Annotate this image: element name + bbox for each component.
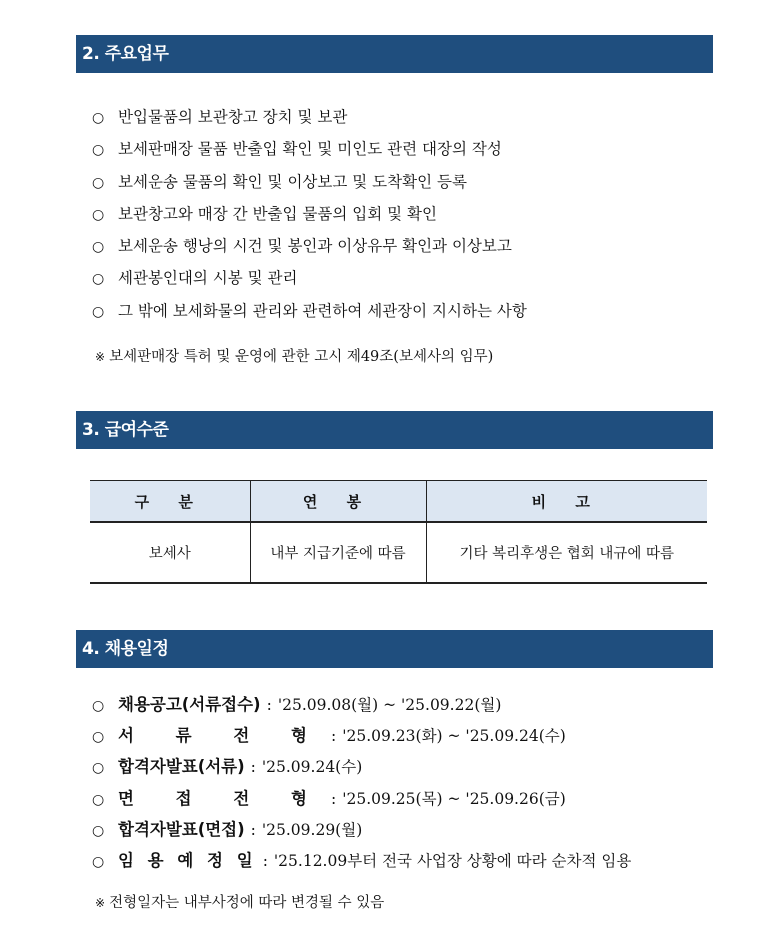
table-row (90, 522, 707, 583)
schedule-label: 서 류 전 형 (118, 726, 325, 746)
schedule-item: ○ 임 용 예 정 일 : '25.12.09부터 전국 사업장 상황에 따라 순차적 임용 (92, 845, 631, 876)
schedule-label: 채용공고(서류접수) (118, 695, 261, 714)
bullet-icon: ○ (92, 271, 105, 288)
list-item: ○ 세관봉인대의 시봉 및 관리 (92, 262, 527, 294)
schedule-label: 합격자발표(면접) (118, 819, 245, 839)
table-header-row (90, 481, 707, 523)
list-item: ○ 그 밖에 보세화물의 관리와 관련하여 세관장이 지시하는 사항 (92, 295, 527, 327)
duties-note: ※ 보세판매장 특허 및 운영에 관한 고시 제49조(보세사의 임무) (95, 349, 494, 365)
schedule-item: ○ 합격자발표(서류) : '25.09.24(수) (92, 751, 631, 782)
section-3-header: 3. 급여수준 (76, 411, 713, 449)
section-4-header: 4. 채용일정 (76, 630, 713, 668)
bullet-icon: ○ (92, 206, 105, 223)
cell-remarks: 기타 복리후생은 협회 내규에 따름 (426, 522, 707, 583)
column-header-category: 구 분 (90, 481, 250, 523)
schedule-label: 합격자발표(서류) (118, 757, 245, 777)
bullet-icon: ○ (92, 791, 105, 808)
schedule-item: ○ 서 류 전 형 : '25.09.23(화) ~ '25.09.24(수) (92, 720, 631, 751)
schedule-value: '25.09.23(화) ~ '25.09.24(수) (342, 727, 566, 746)
bullet-icon: ○ (92, 853, 105, 870)
schedule-value: '25.09.08(월) ~ '25.09.22(월) (277, 696, 502, 714)
list-item: ○ 반입물품의 보관창고 장치 및 보관 (92, 101, 527, 133)
section-2-header: 2. 주요업무 (76, 35, 713, 73)
column-header-remarks: 비 고 (426, 481, 707, 523)
reference-mark-icon: ※ (95, 896, 106, 910)
bullet-icon: ○ (92, 760, 105, 777)
bullet-icon: ○ (92, 729, 105, 746)
cell-category: 보세사 (90, 522, 250, 583)
list-item: ○ 보세판매장 물품 반출입 확인 및 미인도 관련 대장의 작성 (92, 133, 527, 165)
schedule-value: '25.09.24(수) (261, 758, 363, 777)
bullet-icon: ○ (92, 698, 105, 714)
bullet-icon: ○ (92, 174, 105, 191)
bullet-icon: ○ (92, 110, 105, 126)
schedule-item: ○ 면 접 전 형 : '25.09.25(목) ~ '25.09.26(금) (92, 783, 631, 814)
salary-table (90, 480, 707, 584)
list-item: ○ 보세운송 행낭의 시건 및 봉인과 이상유무 확인과 이상보고 (92, 230, 527, 262)
bullet-icon: ○ (92, 822, 105, 839)
list-item: ○ 보관창고와 매장 간 반출입 물품의 입회 및 확인 (92, 198, 527, 230)
schedule-item: ○ 합격자발표(면접) : '25.09.29(월) (92, 814, 631, 845)
schedule-list (92, 689, 631, 876)
reference-mark-icon: ※ (95, 350, 106, 364)
bullet-icon: ○ (92, 303, 105, 320)
schedule-value: '25.09.29(월) (261, 820, 363, 839)
schedule-item: ○ 채용공고(서류접수) : '25.09.08(월) ~ '25.09.22(월) (92, 689, 631, 720)
bullet-icon: ○ (92, 142, 105, 159)
duties-list (92, 101, 527, 327)
list-item: ○ 보세운송 물품의 확인 및 이상보고 및 도착확인 등록 (92, 166, 527, 198)
schedule-label: 임 용 예 정 일 (118, 850, 257, 870)
column-header-salary: 연 봉 (250, 481, 426, 523)
bullet-icon: ○ (92, 239, 105, 256)
schedule-value: '25.12.09부터 전국 사업장 상황에 따라 순차적 임용 (273, 851, 632, 870)
schedule-note: ※ 전형일자는 내부사정에 따라 변경될 수 있음 (95, 895, 385, 911)
schedule-value: '25.09.25(목) ~ '25.09.26(금) (342, 789, 566, 808)
cell-salary: 내부 지급기준에 따름 (250, 522, 426, 583)
schedule-label: 면 접 전 형 (118, 788, 325, 808)
